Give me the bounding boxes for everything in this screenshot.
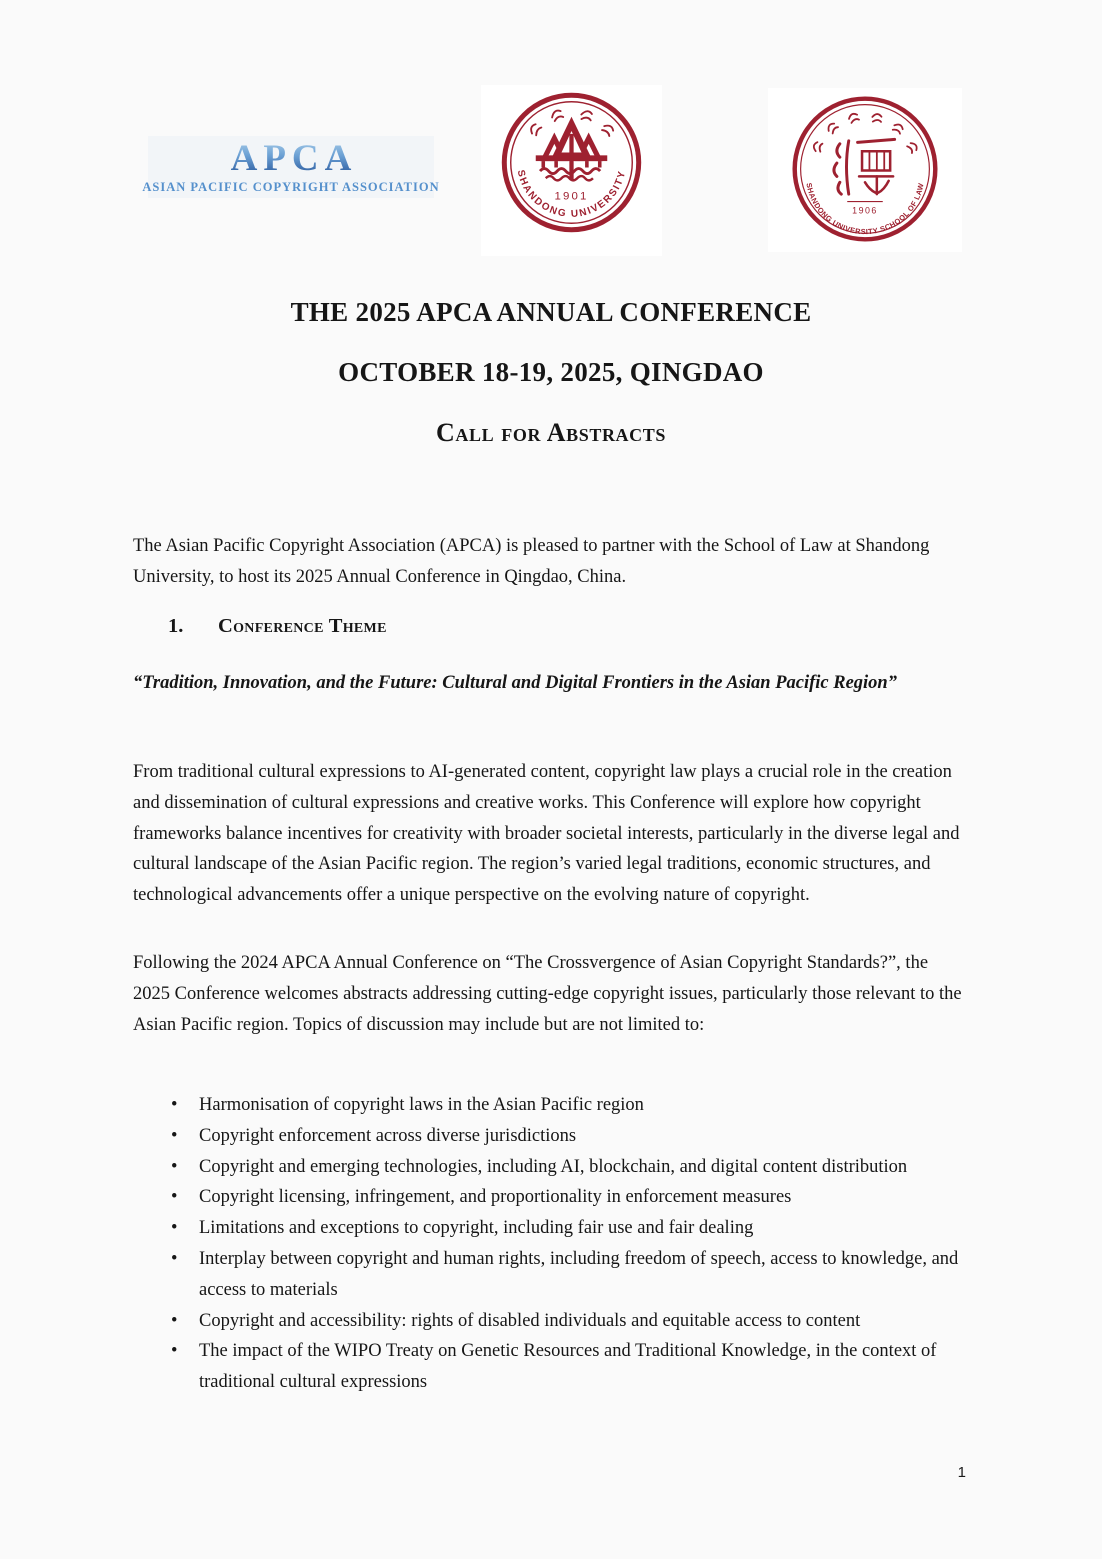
shandong-university-seal xyxy=(481,85,662,256)
apca-logo-subtitle: ASIAN PACIFIC COPYRIGHT ASSOCIATION xyxy=(142,179,440,194)
topics-list xyxy=(133,1090,966,1398)
intro-paragraph: The Asian Pacific Copyright Association (APCA) is pleased to partner with the School of Law at Shandong University, to host its 2025 Annual Conference in Qingdao, China. xyxy=(133,536,930,587)
apca-logo-acronym: APCA xyxy=(225,140,358,177)
theme-paragraph-2: Following the 2024 APCA Annual Conference on “The Crossvergence of Asian Copyright Standards?”, the 2025 Conference welcomes abstracts addressing cutting-edge copyright issues, particularly those relevant to the Asian Pacific region. Topics of discussion may include but are not limited to: xyxy=(133,953,962,1035)
theme-quote: “Tradition, Innovation, and the Future: Cultural and Digital Frontiers in the Asian Pacific Region” xyxy=(133,673,897,693)
topic-bullet-item: • Limitations and exceptions to copyright, including fair use and fair dealing xyxy=(133,1213,966,1244)
topic-bullet-item: • The impact of the WIPO Treaty on Genetic Resources and Traditional Knowledge, in the context of traditional cultural expressions xyxy=(133,1336,966,1398)
sdu-seal-ring-text: SHANDONG UNIVERSITY xyxy=(514,168,629,221)
shandong-law-school-seal-icon xyxy=(791,95,939,243)
topic-bullet-item: • Copyright licensing, infringement, and proportionality in enforcement measures xyxy=(133,1182,966,1213)
topic-bullet-item: • Interplay between copyright and human rights, including freedom of speech, access to knowledge, and access to materials xyxy=(133,1244,966,1306)
section-title: Conference Theme xyxy=(218,615,387,637)
shandong-law-school-seal xyxy=(768,88,962,252)
section-heading-conference-theme xyxy=(168,615,387,638)
law-seal-year: 1906 xyxy=(852,205,878,216)
topic-bullet-item: • Copyright enforcement across diverse jurisdictions xyxy=(133,1121,966,1152)
sdu-mountain-emblem xyxy=(536,117,608,181)
conference-date-location: OCTOBER 18-19, 2025, QINGDAO xyxy=(338,357,764,387)
page-number: 1 xyxy=(957,1464,966,1481)
law-center-glyph xyxy=(834,139,895,194)
section-number: 1. xyxy=(168,615,184,637)
law-top-calligraphy xyxy=(812,113,918,154)
theme-paragraph-1: From traditional cultural expressions to AI-generated content, copyright law plays a crucial role in the creation and dissemination of cultural expressions and creative works. This Conference will explore how copyright frameworks balance incentives for creativity with broader societal interests, particularly in the diverse legal and cultural landscape of the Asian Pacific region. The region’s varied legal traditions, economic structures, and technological advancements offer a unique perspective on the evolving nature of copyright. xyxy=(133,762,960,906)
shandong-university-seal-icon xyxy=(500,91,643,234)
call-for-abstracts-title: Call for Abstracts xyxy=(436,418,666,447)
law-seal-ring-text: SHANDONG UNIVERSITY SCHOOL OF LAW xyxy=(804,181,926,237)
topic-bullet-item: • Copyright and accessibility: rights of disabled individuals and equitable access to content xyxy=(133,1306,966,1337)
topic-bullet-item: • Copyright and emerging technologies, including AI, blockchain, and digital content distribution xyxy=(133,1152,966,1183)
conference-title: THE 2025 APCA ANNUAL CONFERENCE xyxy=(290,297,812,327)
topic-bullet-item: • Harmonisation of copyright laws in the Asian Pacific region xyxy=(133,1090,966,1121)
apca-logo xyxy=(142,136,440,198)
sdu-seal-year: 1901 xyxy=(554,190,589,203)
